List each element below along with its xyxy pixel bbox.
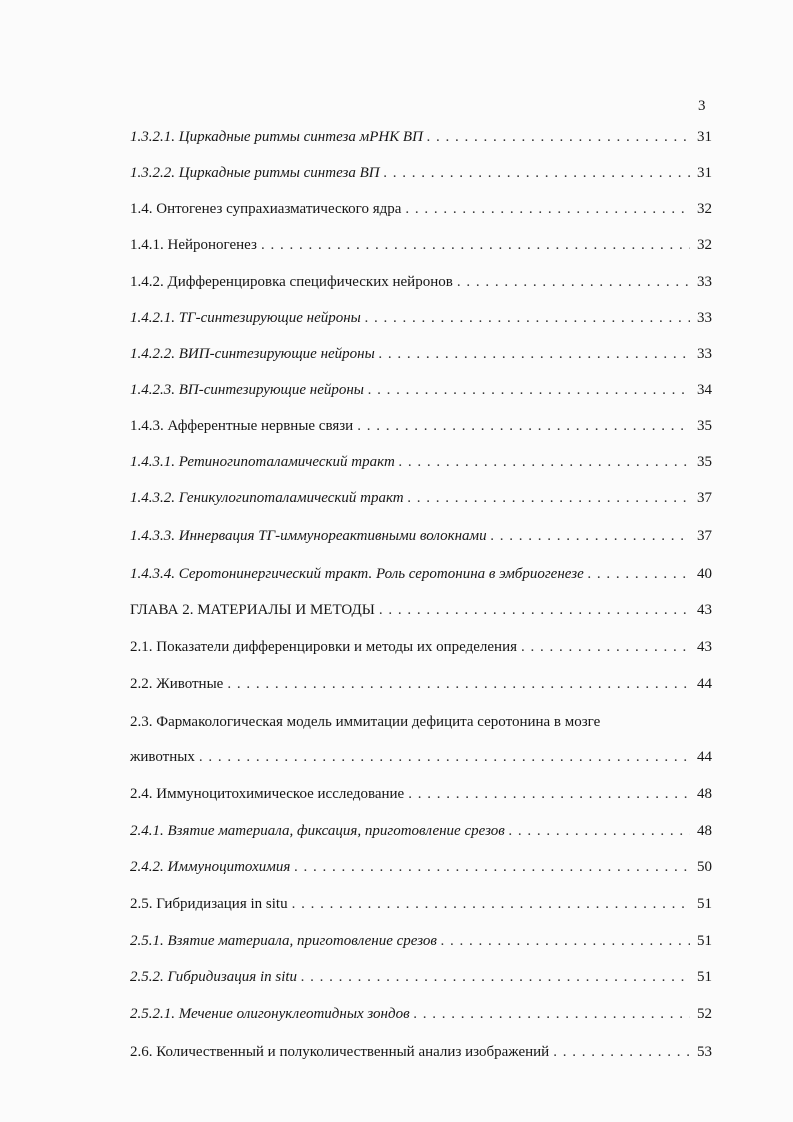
page-number: 3 [698, 98, 706, 114]
dot-leader [365, 307, 690, 329]
toc-entry-page-number: 44 [697, 676, 712, 692]
toc-entry-page-number: 40 [697, 566, 712, 582]
toc-entry [130, 198, 712, 220]
toc-entry-label: 2.4.2. Иммуноцитохимия [130, 859, 291, 875]
toc-entry-label: 2.6. Количественный и полуколичественный анализ изображений [130, 1044, 550, 1060]
dot-leader [294, 856, 690, 878]
toc-entry-page-number: 52 [697, 1006, 712, 1022]
toc-entry-page-number: 37 [697, 490, 712, 506]
dot-leader [227, 673, 690, 695]
toc-entry-label: 1.4.3.2. Геникулогипоталамический тракт [130, 490, 404, 506]
toc-entry-label: 1.4.3.4. Серотонинергический тракт. Роль серотонина в эмбриогенезе [130, 566, 584, 582]
toc-entry-page-number: 51 [697, 933, 712, 949]
toc-entry-label: животных [130, 749, 195, 765]
toc-entry-page-number: 31 [697, 165, 712, 181]
dot-leader [553, 1041, 690, 1063]
dot-leader [408, 783, 690, 805]
toc-entry-page-number: 43 [697, 602, 712, 618]
toc-entry-page-number: 53 [697, 1044, 712, 1060]
toc-entry [130, 930, 712, 952]
toc-entry-page-number: 35 [697, 418, 712, 434]
toc-entry-page-number: 32 [697, 201, 712, 217]
toc-entry [130, 673, 712, 695]
toc-entry-heading-2-3: 2.3. Фармакологическая модель иммитации дефицита серотонина в мозге [130, 714, 601, 730]
toc-entry-label: 2.2. Животные [130, 676, 224, 692]
dot-leader [261, 234, 690, 256]
dot-leader [399, 451, 690, 473]
toc-entry [130, 525, 712, 547]
dot-leader [441, 930, 690, 952]
toc-entry-label: 1.4.2.2. ВИП-синтезирующие нейроны [130, 346, 375, 362]
toc-entry-label: 2.5.1. Взятие материала, приготовление срезов [130, 933, 437, 949]
dot-leader [588, 563, 690, 585]
dot-leader [357, 415, 690, 437]
toc-entry [130, 966, 712, 988]
toc-entry [130, 1003, 712, 1025]
dot-leader [521, 636, 690, 658]
toc-entry-page-number: 44 [697, 749, 712, 765]
toc-entry [130, 599, 712, 621]
toc-entry [130, 379, 712, 401]
toc-entry [130, 162, 712, 184]
dot-leader [368, 379, 690, 401]
toc-entry [130, 343, 712, 365]
dot-leader [408, 487, 690, 509]
toc-entry-label: 1.4.2. Дифференцировка специфических нейронов [130, 274, 453, 290]
toc-entry [130, 234, 712, 256]
toc-entry-page-number: 48 [697, 786, 712, 802]
toc-entry-label: 2.4.1. Взятие материала, фиксация, приготовление срезов [130, 823, 505, 839]
toc-entry [130, 746, 712, 768]
toc-entry-page-number: 51 [697, 896, 712, 912]
dot-leader [199, 746, 690, 768]
toc-entry-label: 2.1. Показатели дифференцировки и методы их определения [130, 639, 517, 655]
toc-entry [130, 820, 712, 842]
toc-entry-page-number: 50 [697, 859, 712, 875]
toc-entry-label: 1.3.2.2. Циркадные ритмы синтеза ВП [130, 165, 380, 181]
toc-entry-label: 2.5.2.1. Мечение олигонуклеотидных зондов [130, 1006, 410, 1022]
toc-entry-page-number: 43 [697, 639, 712, 655]
dot-leader [405, 198, 690, 220]
toc-entry-page-number: 48 [697, 823, 712, 839]
toc-entry-page-number: 33 [697, 310, 712, 326]
toc-entry [130, 307, 712, 329]
toc-entry-label: 1.4. Онтогенез супрахиазматического ядра [130, 201, 402, 217]
dot-leader [379, 343, 690, 365]
toc-entry-label: 1.3.2.1. Циркадные ритмы синтеза мРНК ВП [130, 129, 423, 145]
dot-leader [509, 820, 690, 842]
dot-leader [292, 893, 690, 915]
toc-entry-label: 1.4.1. Нейроногенез [130, 237, 257, 253]
dot-leader [301, 966, 690, 988]
toc-entry [130, 893, 712, 915]
toc-entry [130, 636, 712, 658]
toc-entry [130, 856, 712, 878]
toc-entry-label: 2.5. Гибридизация in situ [130, 896, 288, 912]
toc-entry-label: 1.4.2.1. ТГ-синтезирующие нейроны [130, 310, 361, 326]
dot-leader [427, 126, 690, 148]
dot-leader [414, 1003, 690, 1025]
toc-entry [130, 451, 712, 473]
dot-leader [379, 599, 690, 621]
toc-entry-page-number: 33 [697, 274, 712, 290]
toc-entry-label: 2.4. Иммуноцитохимическое исследование [130, 786, 405, 802]
toc-entry-page-number: 34 [697, 382, 712, 398]
toc-entry [130, 563, 712, 585]
dot-leader [384, 162, 690, 184]
dot-leader [491, 525, 690, 547]
toc-entry-page-number: 35 [697, 454, 712, 470]
toc-entry-page-number: 32 [697, 237, 712, 253]
toc-entry [130, 415, 712, 437]
toc-entry [130, 126, 712, 148]
toc-entry-label: 1.4.2.3. ВП-синтезирующие нейроны [130, 382, 364, 398]
toc-entry-label: 1.4.3.1. Ретиногипоталамический тракт [130, 454, 395, 470]
toc-entry [130, 783, 712, 805]
toc-entry [130, 271, 712, 293]
toc-entry-page-number: 31 [697, 129, 712, 145]
toc-entry-label: 2.5.2. Гибридизация in situ [130, 969, 298, 985]
toc-entry-page-number: 37 [697, 528, 712, 544]
toc-entry-label: 1.4.3. Афферентные нервные связи [130, 418, 354, 434]
dot-leader [457, 271, 690, 293]
toc-entry-label: ГЛАВА 2. МАТЕРИАЛЫ И МЕТОДЫ [130, 602, 375, 618]
toc-entry [130, 1041, 712, 1063]
toc-entry-label: 1.4.3.3. Иннервация ТГ-иммунореактивными волокнами [130, 528, 487, 544]
toc-entry-page-number: 33 [697, 346, 712, 362]
toc-entry-page-number: 51 [697, 969, 712, 985]
toc-entry [130, 487, 712, 509]
